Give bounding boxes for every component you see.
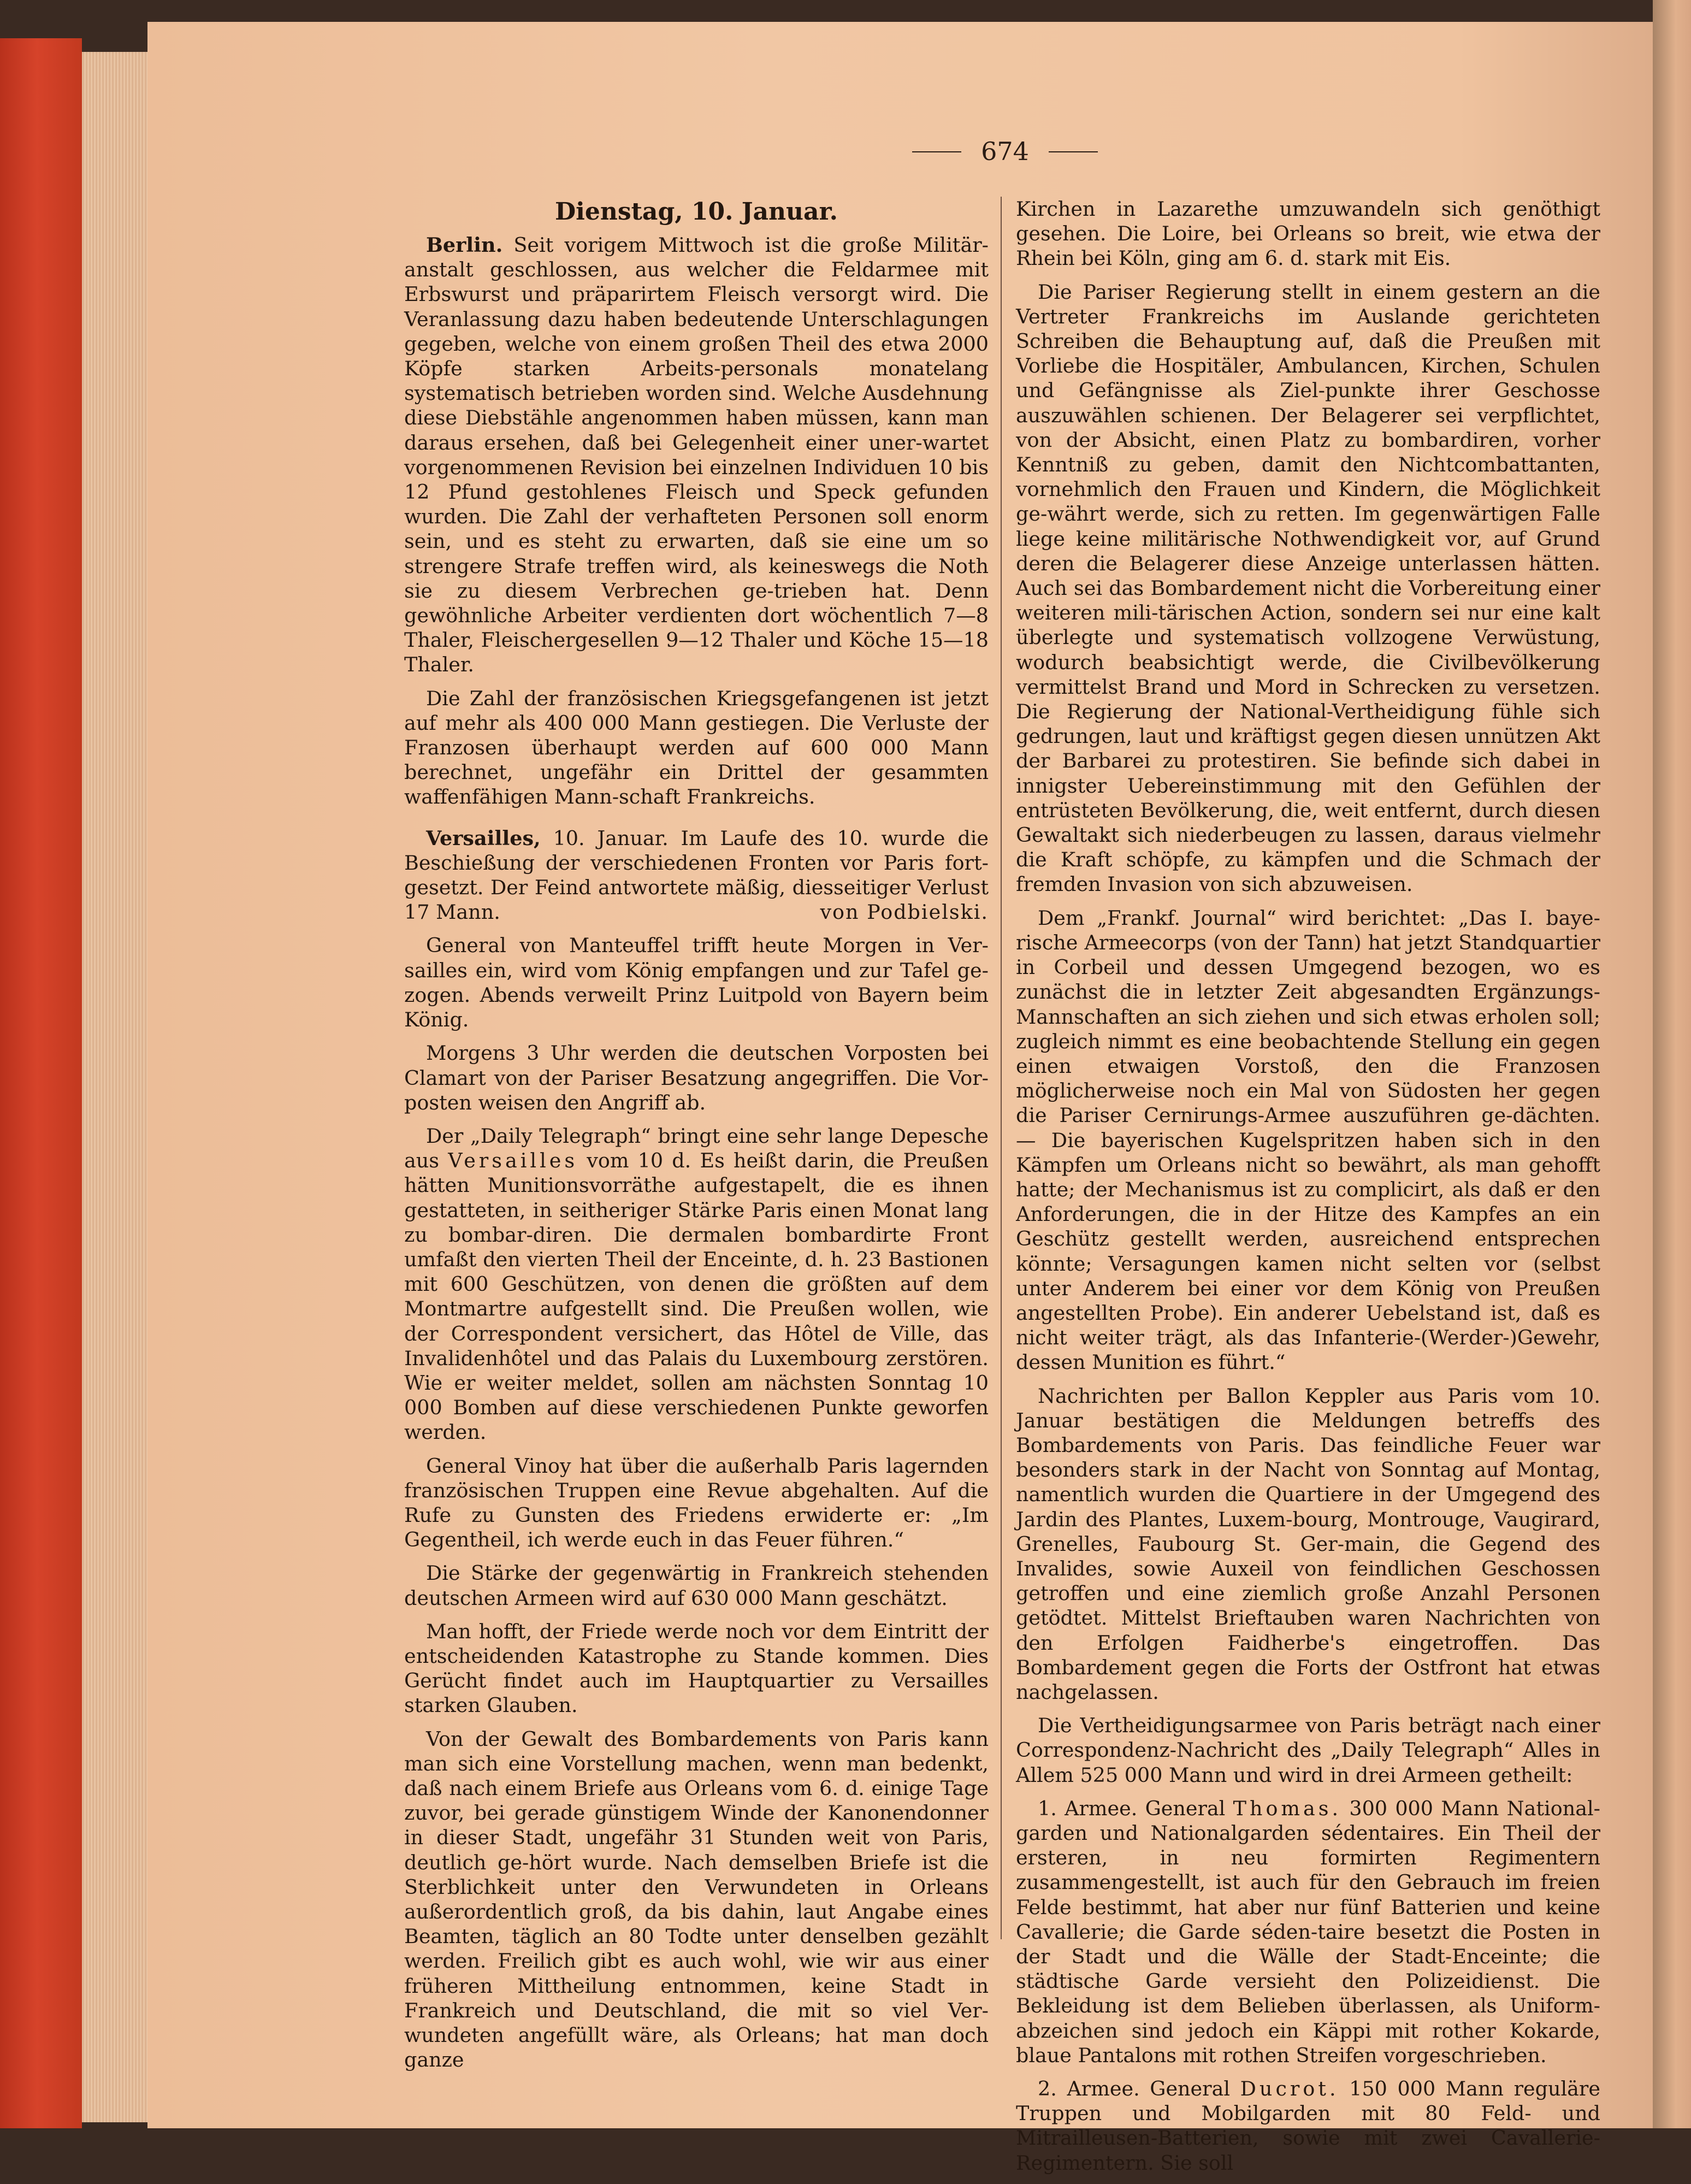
army2-general: Ducrot. (1240, 2077, 1339, 2101)
date-heading: Dienstag, 10. Januar. (554, 198, 838, 226)
column-divider (1001, 197, 1002, 1939)
army1-paragraph (1016, 1796, 1600, 2068)
army2-lead: 2. Armee. General (1038, 2077, 1231, 2101)
army2-paragraph (1016, 2076, 1600, 2175)
army1-lead: 1. Armee. General (1038, 1796, 1226, 1820)
strength-paragraph: Die Stärke der gegenwärtig in Frankreich stehenden deutschen Armeen wird auf 630 000 Mann geschätzt. (404, 1561, 989, 1610)
army1-general: Thomas. (1233, 1796, 1342, 1820)
bombardment-paragraph: Von der Gewalt des Bombardements von Paris kann man sich eine Vorstellung machen, wenn man bedenkt, daß nach einem Briefe aus Orleans vom 6. d. einige Tage zuvor, bei gerade günstigem Winde der Kanonendonner in dieser Stadt, ungefähr 31 Stunden weit von Paris, deutlich ge-hört wurde. Nach demselben Briefe ist die Sterblichkeit unter den Verwundeten in Orleans außerordentlich groß, da bis dahin, laut Angabe eines Beamten, täglich an 80 Todte unter denselben gezählt werden. Freilich gibt es auch wohl, wie wir aus einer früheren Mittheilung entnommen, keine Stadt in Frankreich und Deutschland, die mit so viel Ver-wundeten angefüllt wäre, als Orleans; hat man doch ganze (404, 1727, 989, 2072)
manteuffel-paragraph: General von Manteuffel trifft heute Morgen in Ver-sailles ein, wird vom König empfangen und zur Tafel ge-zogen. Abends verweilt Prinz Luitpold von Bayern beim König. (404, 934, 989, 1032)
defense-army-paragraph: Die Vertheidigungsarmee von Paris beträgt nach einer Correspondenz-Nachricht des „Daily Telegraph“ Alles in Allem 525 000 Mann und wird in drei Armeen getheilt: (1016, 1714, 1600, 1787)
telegraph-text-2: vom 10 d. Es heißt darin, die Preußen hätten Munitionsvorräthe aufgestapelt, die es ihnen gestatteten, in seitheriger Stärke Paris einen Monat lang zu bombar-diren. Die dermalen bombardirte Front umfaßt den vierten Theil der Enceinte, d. h. 23 Bastionen mit 600 Geschützen, von denen die größten auf dem Montmartre aufgestellt sind. Die Preußen wollen, wie der Correspondent versichert, das Hôtel de Ville, das Invalidenhôtel und das Palais du Luxembourg zerstören. Wie er weiter meldet, sollen am nächsten Sonntag 10 000 Bomben auf diese verschiedenen Punkte geworfen werden. (404, 1149, 989, 1444)
army2-text: 150 000 Mann reguläre Truppen und Mobilgarden mit 80 Feld- und Mitrailleusen-Batterien, sowie mit zwei Cavallerie-Regimentern. Sie soll (1016, 2077, 1600, 2175)
prisoners-paragraph: Die Zahl der französischen Kriegsgefangenen ist jetzt auf mehr als 400 000 Mann gestiegen. Die Verluste der Franzosen überhaupt werden auf 600 000 Mann berechnet, ungefähr ein Drittel der gesammten waffenfähigen Mann-schaft Frankreichs. (404, 686, 989, 809)
right-column (1016, 197, 1600, 2184)
berlin-paragraph (404, 233, 989, 677)
facing-page-edge (1653, 0, 1691, 2128)
clamart-paragraph: Morgens 3 Uhr werden die deutschen Vorposten bei Clamart von der Pariser Besatzung angegriffen. Die Vor-posten weisen den Angriff ab. (404, 1041, 989, 1114)
paris-government-paragraph: Die Pariser Regierung stellt in einem gestern an die Vertreter Frankreichs im Auslande gerichteten Schreiben die Behauptung auf, daß die Preußen mit Vorliebe die Hospitäler, Ambulancen, Kirchen, Schulen und Gefängnisse als Ziel-punkte ihrer Geschosse auszuwählen schienen. Der Belagerer sei verpflichtet, von der Absicht, einen Platz zu bombardiren, vorher Kenntniß zu geben, damit den Nichtcombattanten, vornehmlich den Frauen und Kindern, die Möglichkeit ge-währt werde, sich zu retten. Im gegenwärtigen Falle liege keine militärische Nothwendigkeit vor, auf Grund deren die Belagerer diese Anzeige unterlassen hätten. Auch sei das Bombardement nicht die Vorbereitung einer weiteren mili-tärischen Action, sondern sei nur eine kalt überlegte und systematisch vollzogene Verwüstung, wodurch beabsichtigt werde, die Civilbevölkerung vermittelst Brand und Mord in Schrecken zu versetzen. Die Regierung der National-Vertheidigung fühle sich gedrungen, laut und kräftigst gegen diesen unnützen Akt der Barbarei zu protestiren. Sie befinde sich dabei in innigster Uebereinstimmung mit den Gefühlen der entrüsteten Bevölkerung, die, weit entfernt, durch diesen Gewaltakt sich niederbeugen zu lassen, daraus vielmehr die Kraft schöpfe, zu kämpfen und die Schmach der fremden Invasion von sich abzuweisen. (1016, 280, 1600, 896)
versailles-signature: von Podbielski. (820, 900, 989, 924)
page-number: 674 (912, 137, 1098, 166)
left-column (404, 197, 989, 2081)
telegraph-place: Versailles (448, 1149, 578, 1173)
place-versailles: Versailles, (426, 826, 541, 850)
frankf-journal-paragraph: Dem „Frankf. Journal“ wird berichtet: „Das I. baye-rische Armeecorps (von der Tann) hat jetzt Standquartier in Corbeil und dessen Umgegend bezogen, wo es zunächst die in letzter Zeit abgesandten Ergänzungs-Mannschaften an sich ziehen und sich etwas erholen soll; zugleich nimmt es eine beobachtende Stellung ein gegen einen etwaigen Vorstoß, den die Franzosen möglicherweise noch ein Mal von Südosten her gegen die Pariser Cernirungs-Armee auszuführen ge-dächten. — Die bayerischen Kugelspritzen haben sich in den Kämpfen um Orleans nicht so bewährt, als man gehofft hatte; der Mechanismus ist zu complicirt, als daß er den Anforderungen, die in der Hitze des Kampfes an ein Geschütz gestellt werden, ausreichend entsprechen könnte; Versagungen kamen nicht selten vor (selbst unter Anderem bei einer vor dem König von Preußen angestellten Probe). Ein anderer Uebelstand ist, daß es nicht weiter trägt, als das Infanterie-(Werder-)Gewehr, dessen Munition es führt.“ (1016, 906, 1600, 1374)
peace-paragraph: Man hofft, der Friede werde noch vor dem Eintritt der entscheidenden Katastrophe zu Stande kommen. Dies Gerücht findet auch im Hauptquartier zu Versailles starken Glauben. (404, 1619, 989, 1717)
telegraph-paragraph (404, 1124, 989, 1445)
balloon-paragraph: Nachrichten per Ballon Keppler aus Paris vom 10. Januar bestätigen die Meldungen betreffs des Bombardements von Paris. Das feindliche Feuer war besonders stark in der Nacht von Sonntag auf Montag, namentlich wurden die Quartiere in der Umgegend des Jardin des Plantes, Luxem-bourg, Montrouge, Vaugirard, Grenelles, Faubourg St. Ger-main, die Gegend des Invalides, sowie Auxeil von feindlichen Geschossen getroffen und eine ziemlich große Anzahl Personen getödtet. Mittelst Brieftauben waren Nachrichten von den Erfolgen Faidherbe's eingetroffen. Das Bombardement gegen die Forts der Ostfront hat etwas nachgelassen. (1016, 1384, 1600, 1704)
book-cover-edge (0, 38, 82, 2128)
page-stack-edge (82, 52, 153, 2122)
army1-text: 300 000 Mann National-garden und Nationalgarden sédentaires. Ein Theil der ersteren, in neu formirten Regimentern zusammengestellt, ist auch für den Gebrauch im freien Felde bestimmt, hat aber nur fünf Batterien und keine Cavallerie; die Garde séden-taire besetzt die Posten in der Stadt und die Wälle der Stadt-Enceinte; die städtische Garde versieht den Polizeidienst. Die Bekleidung ist dem Belieben überlassen, als Uniform-abzeichen sind jedoch ein Käppi mit rother Kokarde, blaue Pantalons mit rothen Streifen vorgeschrieben. (1016, 1796, 1600, 2067)
vinoy-paragraph: General Vinoy hat über die außerhalb Paris lagernden französischen Truppen eine Revue abgehalten. Auf die Rufe zu Gunsten des Friedens erwiderte er: „Im Gegentheil, ich werde euch in das Feuer führen.“ (404, 1454, 989, 1552)
versailles-text: 10. Januar. Im Laufe des 10. wurde die Beschießung der verschiedenen Fronten vor Paris fort-gesetzt. Der Feind antwortete mäßig, diesseitiger Verlust 17 Mann. (404, 826, 989, 924)
continuation-paragraph: Kirchen in Lazarethe umzuwandeln sich genöthigt gesehen. Die Loire, bei Orleans so breit, wie etwa der Rhein bei Köln, ging am 6. d. stark mit Eis. (1016, 197, 1600, 270)
telegraph-text-1: Der „Daily Telegraph“ bringt eine sehr lange Depesche aus (404, 1124, 989, 1173)
place-berlin: Berlin. (426, 233, 503, 257)
berlin-text: Seit vorigem Mittwoch ist die große Militär-anstalt geschlossen, aus welcher die Feldarmee mit Erbswurst und präparirtem Fleisch versorgt wird. Die Veranlassung dazu haben bedeutende Unterschlagungen gegeben, welche von einem großen Theil des etwa 2000 Köpfe starken Arbeits-personals monatelang systematisch betrieben worden sind. Welche Ausdehnung diese Diebstähle angenommen haben müssen, kann man daraus ersehen, daß bei Gelegenheit einer uner-wartet vorgenommenen Revision bei einzelnen Individuen 10 bis 12 Pfund gestohlenes Fleisch und Speck gefunden wurden. Die Zahl der verhafteten Personen soll enorm sein, und es steht zu erwarten, daß sie eine um so strengere Strafe treffen wird, als keineswegs die Noth sie zu diesem Verbrechen ge-trieben hat. Denn gewöhnliche Arbeiter verdienten dort wöchentlich 7—8 Thaler, Fleischergesellen 9—12 Thaler und Köche 15—18 Thaler. (404, 233, 989, 677)
versailles-paragraph (404, 826, 989, 925)
